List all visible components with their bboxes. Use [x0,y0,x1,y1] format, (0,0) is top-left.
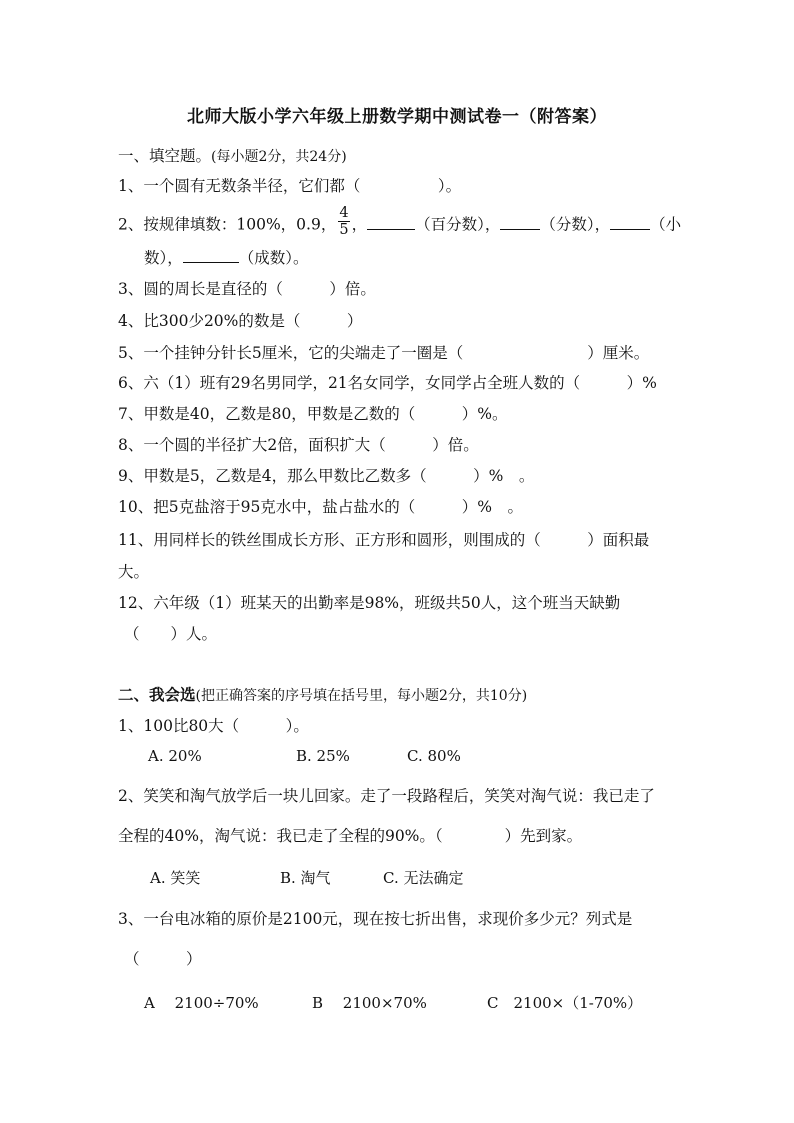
option-b[interactable]: B. 淘气 [280,869,331,887]
question-1-3: 3、圆的周长是直径的（ ）倍。 [118,280,376,298]
question-1-5: 5、一个挂钟分针长5厘米，它的尖端走了一圈是（ ）厘米。 [118,344,650,362]
option-a[interactable]: A. 20% [148,747,202,765]
question-2-2: 2、笑笑和淘气放学后一块儿回家。走了一段路程后，笑笑对淘气说：我已走了 [118,787,655,805]
option-c[interactable]: C 2100×（1-70%） [487,994,643,1012]
answer-blank[interactable] [610,213,650,230]
section1-note: (每小题2分，共24分) [211,149,347,165]
answer-blank[interactable] [183,246,239,263]
option-c[interactable]: C. 80% [407,747,461,765]
question-2-3: 3、一台电冰箱的原价是2100元，现在按七折出售，求现价多少元？列式是 [118,910,633,928]
question-1-11: 11、用同样长的铁丝围成长方形、正方形和圆形，则围成的（ ）面积最 [118,531,650,549]
q2-mid4: （小 [650,215,682,234]
q2-mid3: （分数）， [540,215,611,234]
q2-line2b: （成数）。 [238,249,309,267]
answer-blank[interactable] [367,213,415,230]
fraction-denominator: 5 [339,222,349,238]
question-1-12-line2: （ ）人。 [124,625,218,643]
section2-heading-text: 二、我会选 [118,685,196,704]
question-2-2-line2: 全程的40%，淘气说：我已走了全程的90%。（ ）先到家。 [118,827,583,845]
question-1-11-line2: 大。 [118,563,150,581]
section2-note: (把正确答案的序号填在括号里，每小题2分，共10分) [195,688,528,704]
question-1-9: 9、甲数是5，乙数是4，那么甲数比乙数多（ ）% 。 [118,467,535,485]
option-b[interactable]: B 2100×70% [312,994,427,1012]
fraction-four-fifths [338,205,349,238]
page-title: 北师大版小学六年级上册数学期中测试卷一（附答案） [187,107,607,127]
question-1-2-line2 [144,246,309,269]
question-2-3-line2: （ ） [124,950,202,968]
option-a[interactable]: A 2100÷70% [144,994,259,1012]
question-2-1: 1、100比80大（ ）。 [118,717,309,735]
section1-heading-text: 一、填空题。 [118,147,212,165]
q2-mid2: （百分数）， [415,215,501,234]
question-1-10: 10、把5克盐溶于95克水中，盐占盐水的（ ）% 。 [118,498,524,516]
question-1-7: 7、甲数是40，乙数是80，甲数是乙数的（ ）%。 [118,405,508,423]
fraction-numerator: 4 [339,205,349,221]
q2-prefix: 2、按规律填数：100%，0.9， [118,215,337,234]
answer-blank[interactable] [500,213,540,230]
question-1-4: 4、比300少20%的数是（ ） [118,312,363,330]
option-a[interactable]: A. 笑笑 [150,869,201,887]
question-1-1: 1、一个圆有无数条半径，它们都（ ）。 [118,177,462,195]
q2-line2a: 数）， [144,249,183,267]
question-1-6: 6、六（1）班有29名男同学，21名女同学，女同学占全班人数的（ ）% [118,374,657,392]
section2-heading [118,684,527,707]
option-b[interactable]: B. 25% [296,747,350,765]
question-1-2 [118,205,682,242]
question-1-12: 12、六年级（1）班某天的出勤率是98%，班级共50人，这个班当天缺勤 [118,594,621,612]
q2-sep: ， [351,215,368,234]
option-c[interactable]: C. 无法确定 [383,869,464,887]
section1-heading [118,145,347,168]
question-1-8: 8、一个圆的半径扩大2倍，面积扩大（ ）倍。 [118,436,479,454]
